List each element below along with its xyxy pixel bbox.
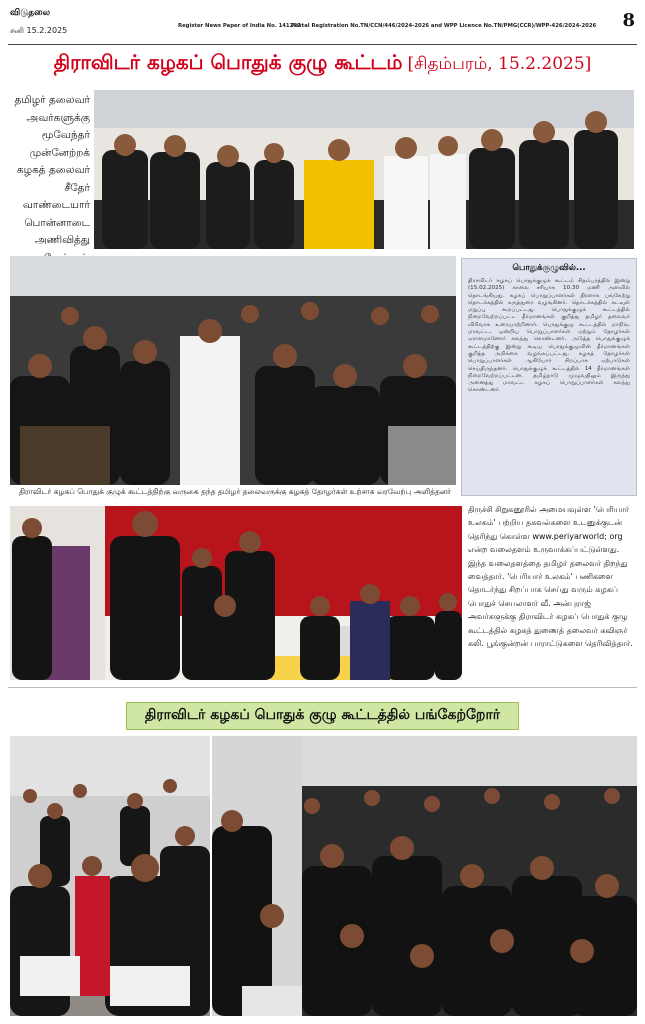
headline-main: திராவிடர் கழகப் பொதுக் குழு கூட்டம் bbox=[53, 50, 403, 74]
photo-honoring-ceremony bbox=[94, 90, 634, 249]
photo2-caption: திராவிடர் கழகப் பொதுக் குழுக் கூட்டத்திற்கு வருகை தந்த தமிழர் தலைவருக்கு கழகத் தோழர்கள் உற்சாக வரவேற்பு அளித்தனர் bbox=[18, 487, 452, 496]
newspaper-name: விடுதலை bbox=[10, 8, 51, 18]
caption-line: முன்னேற்றக் bbox=[29, 146, 90, 159]
sidebar-article: திருச்சி சிறுகனூரில் அமையவுள்ள 'பெரியார் உலகம்' பற்றிய தகவல்களை உடனுக்குடன் தெரிந்து கொள்ள www.periyarworld; org என்ற வலைதளம் உருவாக்கப்பட்டுள்ளது. இந்த வலைதளத்தை தமிழர் தலைவர் திறந்து வைத்தார். 'பெரியார் உலகம்' பணிகளை தொடர்ந்து சிறப்பாக செய்து வரும் கழகப் பொதுச் செயலாளர் வீ. அன்புராஜ் அவர்களுக்கு திராவிடர் கழகப் பொதுக் குழு கூட்டத்தில் கழகத் துணைத் தலைவர் கவிஞர் கலி. பூங்குன்றன் பாராட்டுகளை தெரிவித்தார். bbox=[468, 505, 633, 649]
caption-line: மூவேந்தர் bbox=[41, 129, 90, 141]
participants-banner-text: திராவிடர் கழகப் பொதுக் குழு கூட்டத்தில் பங்கேற்றோர் bbox=[126, 702, 519, 730]
section-divider bbox=[8, 687, 637, 688]
postal-registration: Postal Registration No.TN/CCN/446/2024-2026 and WPP Licence No.TN/PMG(CCR)/WPP-426/2024-2026 bbox=[291, 23, 597, 29]
photo-crowd-welcome bbox=[10, 256, 456, 485]
photo-stage-meeting bbox=[10, 506, 462, 680]
caption-line: பொன்னாடை bbox=[24, 216, 90, 229]
caption-line: தமிழர் தலைவர் bbox=[14, 94, 90, 106]
participants-banner bbox=[8, 702, 637, 730]
caption-line: சீதேர் bbox=[64, 181, 90, 194]
headline bbox=[8, 50, 637, 84]
photo-participants-left bbox=[10, 736, 210, 1016]
caption-line: வாண்டையார் bbox=[22, 199, 90, 211]
page-number: 8 bbox=[622, 10, 635, 31]
news-box-title: பொதுக்குழுவில்... bbox=[512, 263, 586, 273]
masthead bbox=[8, 6, 637, 46]
photo-participants-right bbox=[212, 736, 637, 1016]
headline-sub: [சிதம்பரம், 15.2.2025] bbox=[407, 54, 592, 74]
registration-number: Register News Paper of India No. 141267 bbox=[178, 23, 301, 29]
news-box bbox=[461, 258, 637, 496]
issue-date: சனி 15.2.2025 bbox=[10, 26, 68, 35]
caption-line: அணிவித்து bbox=[34, 234, 90, 246]
caption-line: கழகத் தலைவர் bbox=[16, 164, 90, 176]
masthead-rule bbox=[8, 44, 637, 45]
caption-line: அவர்களுக்கு bbox=[26, 111, 90, 124]
photo1-caption bbox=[8, 92, 90, 267]
news-box-body: திராவிடர் கழகப் பொதுக்குழுக் கூட்டம் சிதம்பரத்தில் இன்று (15.02.2025) காலை சரியாக 10.30 மணி அளவில் தொடங்கியது. கழகப் பொறுப்பாளர்கள் திரளாக பங்கேற்று தொடக்கத்தில் கருத்துரை வழங்கினர். தொடக்கத்தில் கடவுள் மறுப்பு கூறப்பட்டது. பொதுக்குழுக் கூட்டத்தில் நிறைவேற்றப்பட்ட தீர்மானங்கள் குறித்து தமிழர் தலைவர் விரிவாக உரையாற்றினார். பொதுக்குழு கூட்டத்தில் மாநில, மாவட்ட, ஒன்றிய பொறுப்பாளர்கள் மற்றும் தோழர்கள் ஏராளமானோர் கலந்து கொண்டனர். அடுத்த பொதுக்குழுக் கூட்டத்திற்கு இன்று கூடிய பொதுக்குழுவின் தீர்மானங்கள் குறித்த அறிக்கை வழங்கப்பட்டது. கழகத் தோழர்கள் பொறுப்பாளர்கள் ஆகியோர் சிறப்பாக ஏற்பாடுகள் செய்திருந்தனர். பொதுக்குழுக் கூட்டத்தில் 14 தீர்மானங்கள் நிறைவேற்றப்பட்டன. தமிழ்நாடு முழுவதிலும் இருந்து அனைத்து மாவட்ட கழகப் பொறுப்பாளர்கள் கலந்து கொண்டனர். bbox=[468, 278, 630, 394]
